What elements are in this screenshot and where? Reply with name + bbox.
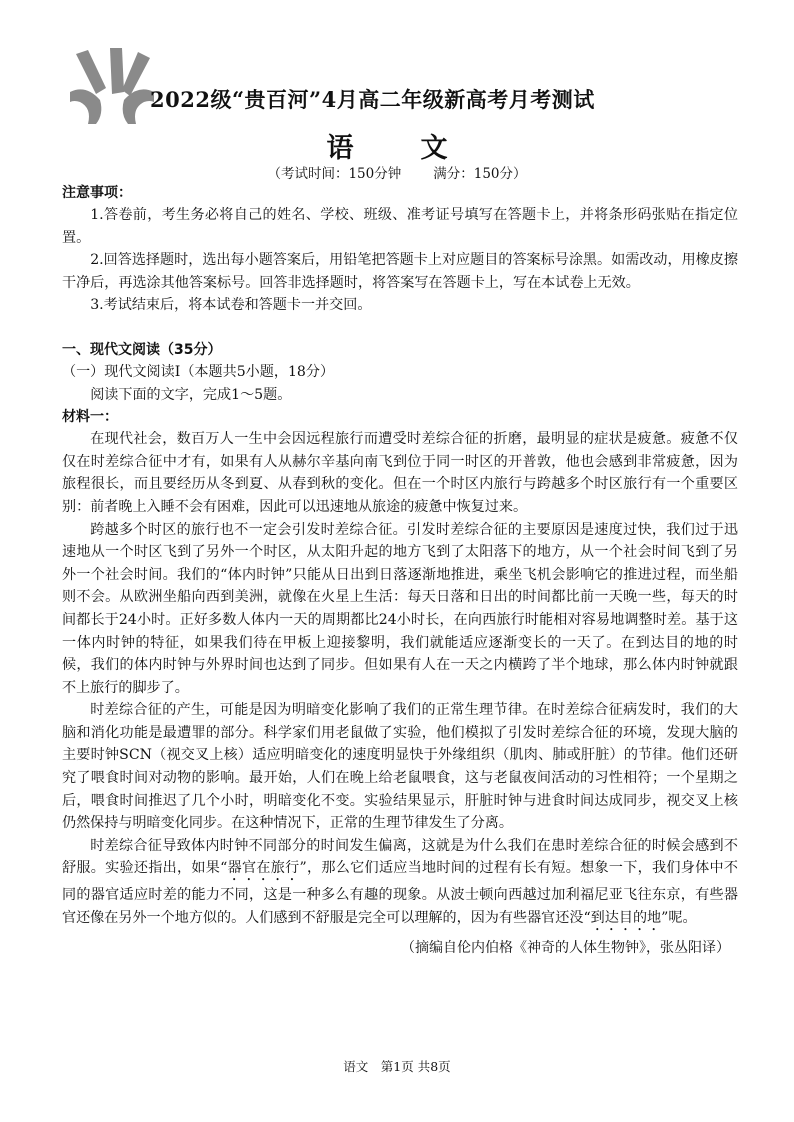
document-body	[62, 182, 738, 959]
paragraph-2: 跨越多个时区的旅行也不一定会引发时差综合征。引发时差综合征的主要原因是速度过快，我们过于迅速地从一个时区飞到了另外一个时区，从太阳升起的地方飞到了太阳落下的地方，从一个社会时间飞到了另外一个社会时间。我们的“体内时钟”只能从日出到日落逐渐地推进，乘坐飞机会影响它的推进过程，而坐船则不会。从欧洲坐船向西到美洲，就像在火星上生活：每天日落和日出的时间都比前一天晚一些，每天的时间都长于24小时。正好多数人体内一天的周期都比24小时长，在向西旅行时能相对容易地调整时差。基于这一体内时钟的特征，如果我们待在甲板上迎接黎明，我们就能适应逐渐变长的一天了。在到达目的地的时候，我们的体内时钟与外界时间也达到了同步。但如果有人在一天之内横跨了半个地球，那么体内时钟就跟不上旅行的脚步了。	[62, 521, 738, 696]
paragraph-4-text-a: 时差综合征导致体内时钟不同部分的时间发生偏离，这就是为什么我们在患时差综合征的时候会感到不舒服。实验还指出，如果“	[62, 837, 738, 877]
subject-title: 语 文	[326, 133, 468, 164]
source-citation: （摘编自伦内伯格《神奇的人体生物钟》，张丛阳译）	[401, 940, 730, 957]
subsection-heading: （一）现代文阅读Ⅰ（本题共5小题，18分）	[62, 363, 335, 380]
exam-score: 满分：150分）	[433, 166, 527, 182]
exam-info	[0, 162, 794, 182]
material-label: 材料一：	[62, 409, 118, 426]
school-logo	[66, 48, 158, 126]
notice-item-3: 3.考试结束后，将本试卷和答题卡一并交回。	[90, 297, 372, 314]
paragraph-4	[62, 835, 738, 934]
paragraph-3: 时差综合征的产生，可能是因为明暗变化影响了我们的正常生理节律。在时差综合征病发时，我们的大脑和消化功能是最遭罪的部分。科学家们用老鼠做了实验，他们模拟了引发时差综合征的环境，发现大脑的主要时钟SCN（视交叉上核）适应明暗变化的速度明显快于外缘组织（肌肉、肺或肝脏）的节律。他们还研究了喂食时间对动物的影响。最开始，人们在晚上给老鼠喂食，这与老鼠夜间活动的习性相符；一个星期之后，喂食时间推迟了几个小时，明暗变化不变。实验结果显示，肝脏时钟与进食时间达成同步，视交叉上核仍然保持与明暗变化同步。在这种情况下，正常的生理节律发生了分离。	[62, 702, 738, 832]
exam-title: 2022级“贵百河”4月高二年级新高考月考测试	[150, 87, 595, 112]
notice-item-1: 1.答卷前，考生务必将自己的姓名、学校、班级、准考证号填写在答题卡上，并将条形码张贴在指定位置。	[62, 207, 738, 246]
reading-instruction: 阅读下面的文字，完成1～5题。	[90, 386, 292, 403]
paragraph-4-text-c: ”呢。	[661, 910, 697, 927]
page-footer: 语文 第1页 共8页	[343, 1059, 451, 1074]
notice-heading: 注意事项：	[62, 185, 132, 201]
section-heading: 一、现代文阅读（35分）	[62, 341, 222, 358]
paragraph-1: 在现代社会，数百万人一生中会因远程旅行而遭受时差综合征的折磨，最明显的症状是疲惫。疲惫不仅仅在时差综合征中才有，如果有人从赫尔辛基向南飞到位于同一时区的开普敦，他也会感到非常疲惫，因为旅程很长，而且要经历从冬到夏、从春到秋的变化。但在一个时区内旅行与跨越多个时区旅行有一个重要区别：前者晚上入睡不会有困难，因此可以迅速地从旅途的疲惫中恢复过来。	[62, 431, 738, 515]
exam-time: （考试时间：150分钟	[267, 166, 402, 182]
emphasis-arrive-destination: 到达目的地	[590, 910, 662, 927]
paragraph-4-text-b: ”，那么它们适应当地时间的过程有长有短。想象一下，我们身体中不同的器官适应时差的能力不同，这是一种多么有趣的现象。从波士顿向西越过加利福尼亚飞往东京，有些器官还像在另外一个地方似的。人们感到不舒服是完全可以理解的，因为有些器官还没“	[62, 860, 738, 927]
emphasis-organs-travel: 器官在旅行	[227, 860, 300, 877]
notice-item-2: 2.回答选择题时，选出每小题答案后，用铅笔把答题卡上对应题目的答案标号涂黑。如需改动，用橡皮擦干净后，再选涂其他答案标号。回答非选择题时，将答案写在答题卡上，写在本试卷上无效。	[62, 252, 738, 291]
